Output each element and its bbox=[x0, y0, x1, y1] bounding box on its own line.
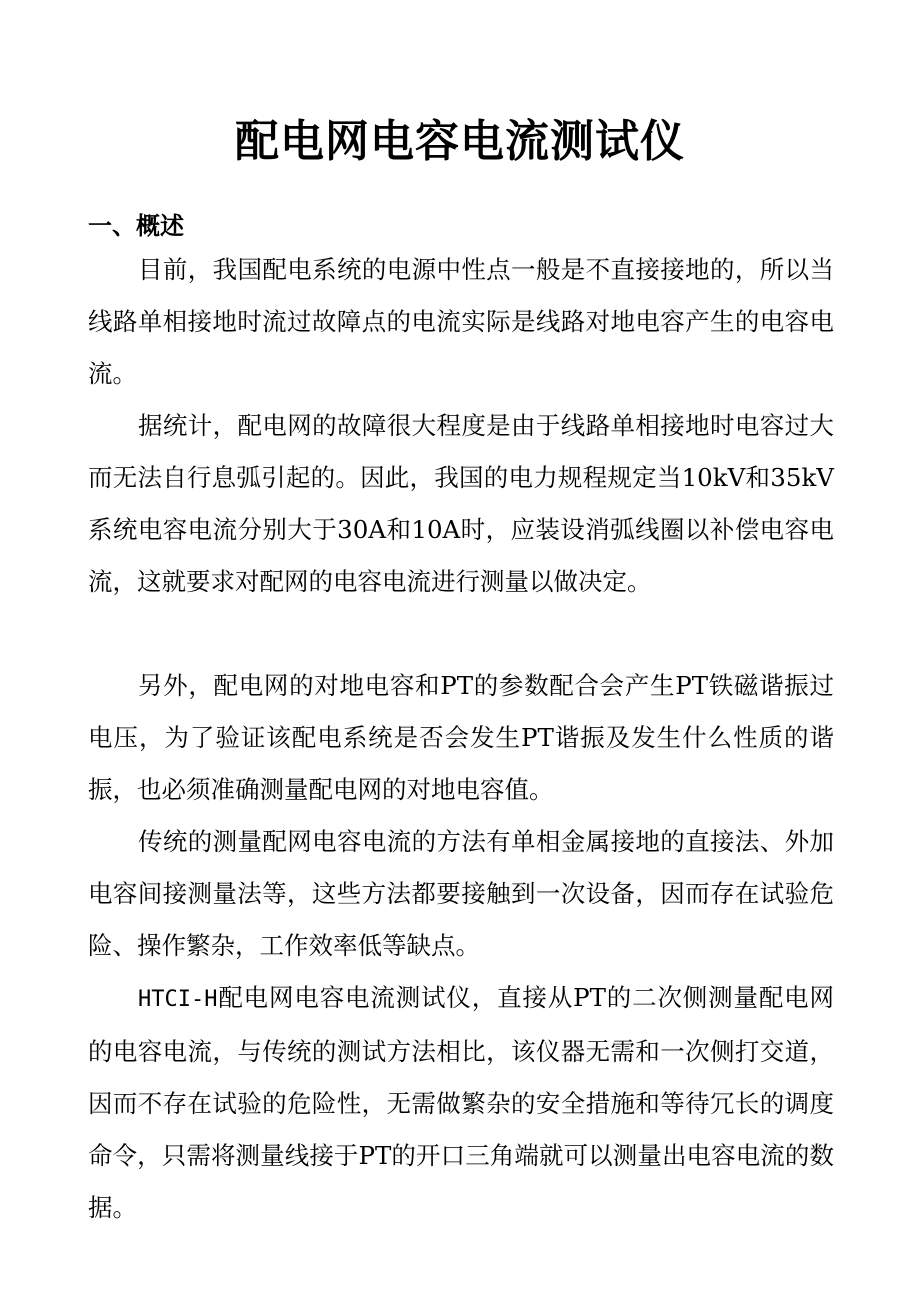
paragraph-4: 传统的测量配网电容电流的方法有单相金属接地的直接法、外加电容间接测量法等，这些方法都要接触到一次设备，因而存在试验危险、操作繁杂，工作效率低等缺点。 bbox=[88, 827, 834, 960]
section-heading-overview: 一、概述 bbox=[88, 211, 184, 240]
paragraph-5 bbox=[88, 972, 834, 1234]
paragraph-1: 目前，我国配电系统的电源中性点一般是不直接接地的，所以当线路单相接地时流过故障点的电流实际是线路对地电容产生的电容电流。 bbox=[88, 255, 834, 388]
paragraph-5-text: 配电网电容电流测试仪，直接从PT的二次侧测量配电网的电容电流，与传统的测试方法相比，该仪器无需和一次侧打交道，因而不存在试验的危险性，无需做繁杂的安全措施和等待冗长的调度命令，只需将测量线接于PT的开口三角端就可以测量出电容电流的数据。 bbox=[88, 983, 834, 1222]
paragraph-2: 据统计，配电网的故障很大程度是由于线路单相接地时电容过大而无法自行息弧引起的。因此，我国的电力规程规定当10kV和35kV系统电容电流分别大于30A和10A时，应装设消弧线圈以补偿电容电流，这就要求对配网的电容电流进行测量以做决定。 bbox=[88, 411, 834, 596]
document-title: 配电网电容电流测试仪 bbox=[235, 116, 685, 167]
paragraph-3: 另外，配电网的对地电容和PT的参数配合会产生PT铁磁谐振过电压，为了验证该配电系统是否会发生PT谐振及发生什么性质的谐振，也必须准确测量配电网的对地电容值。 bbox=[88, 671, 834, 804]
product-model: HTCI-H bbox=[138, 987, 218, 1012]
